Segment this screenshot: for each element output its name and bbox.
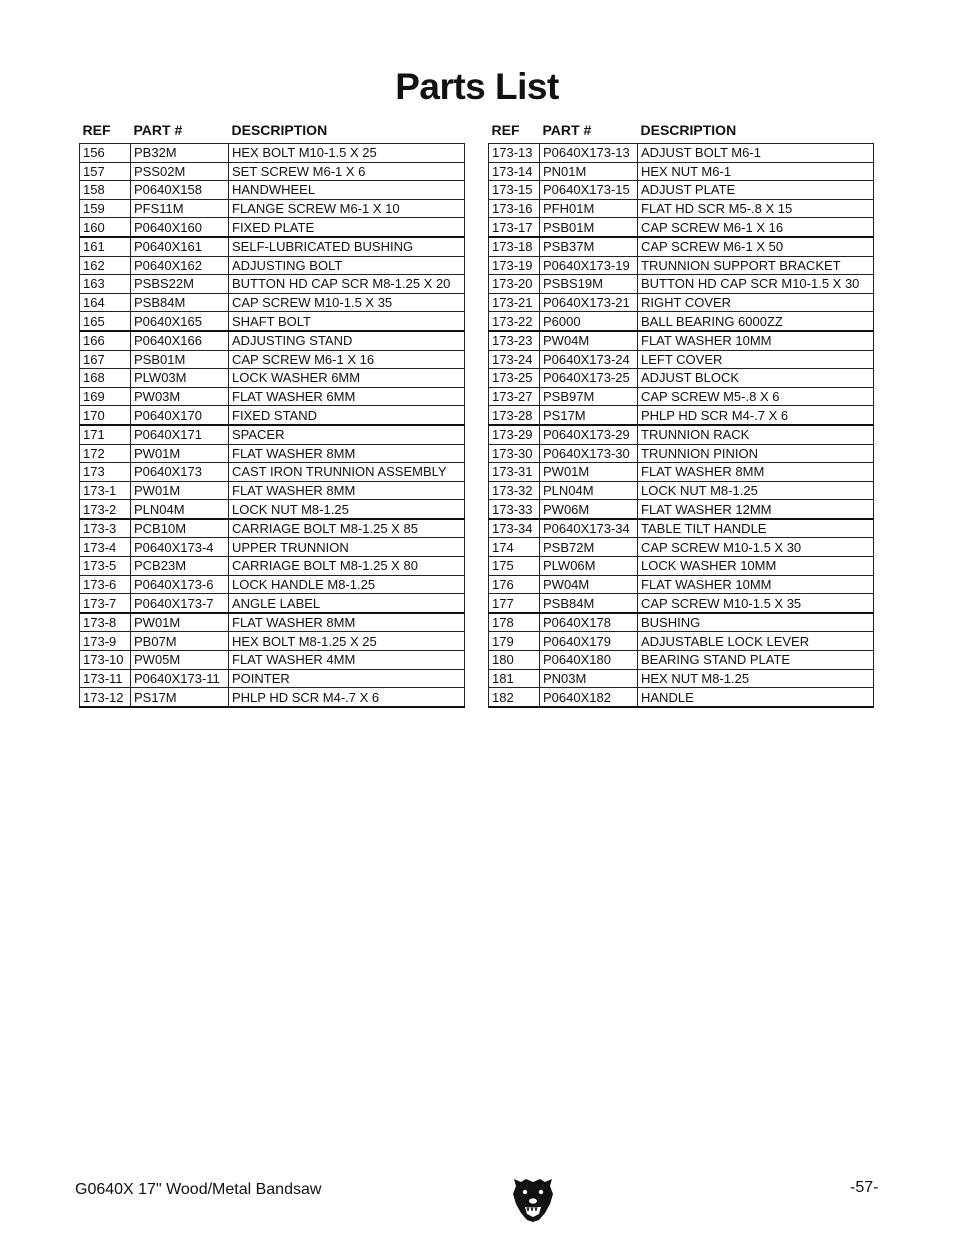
table-row	[80, 651, 465, 670]
table-row	[489, 425, 874, 444]
cell-part-number: PB07M	[131, 632, 229, 651]
cell-description: FLAT WASHER 8MM	[229, 481, 465, 500]
cell-part-number: P6000	[540, 312, 638, 331]
cell-part-number: PSB01M	[131, 350, 229, 369]
cell-ref: 173-1	[80, 481, 131, 500]
cell-part-number: P0640X166	[131, 331, 229, 350]
cell-description: ANGLE LABEL	[229, 594, 465, 613]
cell-ref: 173-33	[489, 500, 540, 519]
cell-ref: 179	[489, 632, 540, 651]
cell-part-number: PW03M	[131, 387, 229, 406]
cell-ref: 181	[489, 669, 540, 688]
cell-ref: 173-9	[80, 632, 131, 651]
cell-description: LOCK NUT M8-1.25	[638, 481, 874, 500]
table-row	[489, 519, 874, 538]
cell-description: CAP SCREW M5-.8 X 6	[638, 387, 874, 406]
cell-ref: 162	[80, 256, 131, 275]
cell-ref: 173-2	[80, 500, 131, 519]
cell-ref: 159	[80, 199, 131, 218]
table-row	[80, 688, 465, 707]
table-row	[80, 463, 465, 482]
cell-ref: 180	[489, 651, 540, 670]
cell-part-number: PN01M	[540, 162, 638, 181]
table-row	[489, 463, 874, 482]
table-row	[80, 406, 465, 425]
column-header-part: PART #	[542, 122, 592, 138]
cell-description: SET SCREW M6-1 X 6	[229, 162, 465, 181]
cell-ref: 173-29	[489, 425, 540, 444]
cell-description: ADJUST BLOCK	[638, 369, 874, 388]
cell-part-number: P0640X173-34	[540, 519, 638, 538]
cell-ref: 156	[80, 144, 131, 163]
cell-part-number: PSB72M	[540, 538, 638, 557]
cell-description: SPACER	[229, 425, 465, 444]
cell-part-number: PCB23M	[131, 557, 229, 576]
table-row	[489, 575, 874, 594]
cell-description: FIXED PLATE	[229, 218, 465, 237]
cell-ref: 173-5	[80, 557, 131, 576]
cell-part-number: PLW06M	[540, 557, 638, 576]
cell-ref: 173-19	[489, 256, 540, 275]
cell-part-number: PSB84M	[540, 594, 638, 613]
cell-ref: 173-6	[80, 575, 131, 594]
cell-ref: 176	[489, 575, 540, 594]
cell-ref: 173-25	[489, 369, 540, 388]
cell-ref: 182	[489, 688, 540, 707]
cell-description: BUTTON HD CAP SCR M10-1.5 X 30	[638, 275, 874, 294]
cell-description: BUTTON HD CAP SCR M8-1.25 X 20	[229, 275, 465, 294]
cell-ref: 173-3	[80, 519, 131, 538]
table-header-row	[80, 122, 465, 144]
cell-part-number: PN03M	[540, 669, 638, 688]
cell-description: LOCK WASHER 10MM	[638, 557, 874, 576]
page-number: -57-	[850, 1179, 879, 1196]
cell-description: TRUNNION SUPPORT BRACKET	[638, 256, 874, 275]
cell-description: TRUNNION RACK	[638, 425, 874, 444]
cell-ref: 170	[80, 406, 131, 425]
cell-description: ADJUSTING BOLT	[229, 256, 465, 275]
cell-part-number: P0640X173-6	[131, 575, 229, 594]
table-row	[489, 369, 874, 388]
cell-ref: 173-21	[489, 293, 540, 312]
cell-ref: 173-30	[489, 444, 540, 463]
cell-ref: 174	[489, 538, 540, 557]
cell-description: BUSHING	[638, 613, 874, 632]
cell-description: CARRIAGE BOLT M8-1.25 X 80	[229, 557, 465, 576]
table-row	[80, 369, 465, 388]
cell-description: ADJUSTABLE LOCK LEVER	[638, 632, 874, 651]
table-row	[80, 594, 465, 613]
table-row	[80, 350, 465, 369]
cell-ref: 164	[80, 293, 131, 312]
cell-description: FLAT WASHER 8MM	[638, 463, 874, 482]
table-row	[489, 293, 874, 312]
cell-part-number: PW01M	[131, 481, 229, 500]
cell-description: TRUNNION PINION	[638, 444, 874, 463]
cell-description: UPPER TRUNNION	[229, 538, 465, 557]
cell-ref: 169	[80, 387, 131, 406]
column-header-part: PART #	[133, 122, 183, 138]
cell-ref: 173-22	[489, 312, 540, 331]
cell-description: PHLP HD SCR M4-.7 X 6	[638, 406, 874, 425]
cell-description: FLAT WASHER 10MM	[638, 575, 874, 594]
cell-description: FLAT WASHER 12MM	[638, 500, 874, 519]
cell-part-number: P0640X173-25	[540, 369, 638, 388]
cell-ref: 173-15	[489, 181, 540, 200]
cell-part-number: P0640X180	[540, 651, 638, 670]
table-row	[80, 575, 465, 594]
table-row	[80, 162, 465, 181]
cell-description: HEX NUT M8-1.25	[638, 669, 874, 688]
cell-part-number: P0640X173-24	[540, 350, 638, 369]
table-row	[80, 538, 465, 557]
table-row	[489, 406, 874, 425]
table-row	[80, 613, 465, 632]
cell-description: TABLE TILT HANDLE	[638, 519, 874, 538]
cell-ref: 173-11	[80, 669, 131, 688]
cell-ref: 173-16	[489, 199, 540, 218]
cell-ref: 163	[80, 275, 131, 294]
cell-ref: 178	[489, 613, 540, 632]
cell-description: ADJUST BOLT M6-1	[638, 144, 874, 163]
cell-part-number: P0640X170	[131, 406, 229, 425]
cell-ref: 171	[80, 425, 131, 444]
cell-description: ADJUSTING STAND	[229, 331, 465, 350]
cell-ref: 158	[80, 181, 131, 200]
cell-part-number: P0640X173-4	[131, 538, 229, 557]
cell-description: CAST IRON TRUNNION ASSEMBLY	[229, 463, 465, 482]
cell-description: CAP SCREW M6-1 X 16	[638, 218, 874, 237]
table-row	[80, 669, 465, 688]
cell-part-number: PW06M	[540, 500, 638, 519]
cell-description: FLAT WASHER 8MM	[229, 613, 465, 632]
cell-ref: 160	[80, 218, 131, 237]
cell-part-number: PSBS19M	[540, 275, 638, 294]
cell-description: SHAFT BOLT	[229, 312, 465, 331]
cell-part-number: PLN04M	[131, 500, 229, 519]
column-header-description: DESCRIPTION	[231, 122, 328, 138]
cell-ref: 173-8	[80, 613, 131, 632]
cell-part-number: PSBS22M	[131, 275, 229, 294]
table-row	[80, 519, 465, 538]
table-row	[489, 669, 874, 688]
cell-ref: 173-13	[489, 144, 540, 163]
cell-description: HEX BOLT M8-1.25 X 25	[229, 632, 465, 651]
cell-part-number: PLN04M	[540, 481, 638, 500]
cell-ref: 167	[80, 350, 131, 369]
cell-part-number: PSB84M	[131, 293, 229, 312]
table-row	[80, 331, 465, 350]
cell-part-number: PCB10M	[131, 519, 229, 538]
table-row	[489, 144, 874, 163]
cell-description: BALL BEARING 6000ZZ	[638, 312, 874, 331]
table-row	[489, 594, 874, 613]
cell-ref: 173-24	[489, 350, 540, 369]
cell-part-number: PW01M	[540, 463, 638, 482]
cell-part-number: P0640X162	[131, 256, 229, 275]
cell-ref: 173-31	[489, 463, 540, 482]
grizzly-bear-logo-icon	[512, 1176, 554, 1222]
table-row	[489, 688, 874, 707]
table-row	[489, 237, 874, 256]
cell-part-number: PLW03M	[131, 369, 229, 388]
table-row	[489, 538, 874, 557]
cell-ref: 173-28	[489, 406, 540, 425]
cell-description: PHLP HD SCR M4-.7 X 6	[229, 688, 465, 707]
cell-ref: 173-14	[489, 162, 540, 181]
table-row	[489, 162, 874, 181]
cell-part-number: PS17M	[131, 688, 229, 707]
cell-description: FLAT WASHER 6MM	[229, 387, 465, 406]
cell-ref: 173-23	[489, 331, 540, 350]
cell-part-number: PSS02M	[131, 162, 229, 181]
cell-ref: 173-18	[489, 237, 540, 256]
table-row	[489, 613, 874, 632]
table-row	[489, 444, 874, 463]
table-row	[489, 256, 874, 275]
table-row	[489, 387, 874, 406]
table-row	[80, 425, 465, 444]
cell-ref: 173-7	[80, 594, 131, 613]
table-row	[489, 275, 874, 294]
cell-part-number: PB32M	[131, 144, 229, 163]
cell-description: CAP SCREW M6-1 X 50	[638, 237, 874, 256]
parts-table-right	[488, 122, 874, 708]
cell-description: HEX NUT M6-1	[638, 162, 874, 181]
footer-model-name: G0640X 17" Wood/Metal Bandsaw	[75, 1181, 322, 1198]
cell-description: POINTER	[229, 669, 465, 688]
cell-ref: 173-27	[489, 387, 540, 406]
cell-part-number: PW01M	[131, 613, 229, 632]
cell-ref: 173-34	[489, 519, 540, 538]
cell-ref: 173-20	[489, 275, 540, 294]
cell-part-number: PW01M	[131, 444, 229, 463]
table-row	[80, 181, 465, 200]
page-title: Parts List	[395, 66, 559, 107]
table-row	[489, 181, 874, 200]
cell-description: FIXED STAND	[229, 406, 465, 425]
cell-part-number: P0640X173-19	[540, 256, 638, 275]
cell-ref: 161	[80, 237, 131, 256]
parts-table-left	[79, 122, 465, 708]
table-row	[80, 500, 465, 519]
table-row	[489, 350, 874, 369]
table-row	[80, 144, 465, 163]
cell-part-number: P0640X173-11	[131, 669, 229, 688]
cell-ref: 173-32	[489, 481, 540, 500]
cell-part-number: PW04M	[540, 331, 638, 350]
cell-description: HANDWHEEL	[229, 181, 465, 200]
table-row	[80, 632, 465, 651]
cell-ref: 165	[80, 312, 131, 331]
cell-ref: 157	[80, 162, 131, 181]
cell-description: FLAT WASHER 10MM	[638, 331, 874, 350]
cell-ref: 175	[489, 557, 540, 576]
column-header-ref: REF	[82, 122, 111, 138]
cell-part-number: P0640X173-21	[540, 293, 638, 312]
cell-description: CAP SCREW M10-1.5 X 35	[638, 594, 874, 613]
table-row	[80, 256, 465, 275]
table-header-row	[489, 122, 874, 144]
cell-description: BEARING STAND PLATE	[638, 651, 874, 670]
cell-part-number: PW04M	[540, 575, 638, 594]
cell-part-number: PSB01M	[540, 218, 638, 237]
cell-part-number: P0640X173-29	[540, 425, 638, 444]
cell-part-number: P0640X173-30	[540, 444, 638, 463]
cell-description: LOCK HANDLE M8-1.25	[229, 575, 465, 594]
cell-ref: 173	[80, 463, 131, 482]
cell-part-number: P0640X179	[540, 632, 638, 651]
cell-description: FLANGE SCREW M6-1 X 10	[229, 199, 465, 218]
column-header-description: DESCRIPTION	[640, 122, 737, 138]
cell-part-number: PSB97M	[540, 387, 638, 406]
table-row	[80, 387, 465, 406]
cell-description: LOCK WASHER 6MM	[229, 369, 465, 388]
cell-description: CAP SCREW M10-1.5 X 35	[229, 293, 465, 312]
cell-ref: 166	[80, 331, 131, 350]
cell-description: CAP SCREW M6-1 X 16	[229, 350, 465, 369]
table-row	[80, 199, 465, 218]
cell-description: HEX BOLT M10-1.5 X 25	[229, 144, 465, 163]
table-row	[80, 218, 465, 237]
table-row	[80, 444, 465, 463]
cell-description: ADJUST PLATE	[638, 181, 874, 200]
table-row	[80, 557, 465, 576]
column-header-ref: REF	[491, 122, 520, 138]
table-row	[489, 199, 874, 218]
cell-part-number: PFH01M	[540, 199, 638, 218]
cell-ref: 173-10	[80, 651, 131, 670]
cell-ref: 168	[80, 369, 131, 388]
cell-ref: 173-4	[80, 538, 131, 557]
cell-part-number: PS17M	[540, 406, 638, 425]
cell-description: FLAT WASHER 4MM	[229, 651, 465, 670]
cell-part-number: P0640X173-15	[540, 181, 638, 200]
table-row	[80, 481, 465, 500]
table-row	[489, 632, 874, 651]
cell-description: FLAT WASHER 8MM	[229, 444, 465, 463]
table-row	[489, 651, 874, 670]
cell-part-number: PW05M	[131, 651, 229, 670]
cell-part-number: PFS11M	[131, 199, 229, 218]
cell-ref: 177	[489, 594, 540, 613]
table-row	[489, 481, 874, 500]
cell-part-number: P0640X173-13	[540, 144, 638, 163]
cell-part-number: PSB37M	[540, 237, 638, 256]
cell-part-number: P0640X182	[540, 688, 638, 707]
cell-description: RIGHT COVER	[638, 293, 874, 312]
cell-part-number: P0640X165	[131, 312, 229, 331]
table-row	[489, 218, 874, 237]
table-row	[80, 237, 465, 256]
table-row	[489, 557, 874, 576]
cell-description: HANDLE	[638, 688, 874, 707]
table-row	[489, 500, 874, 519]
cell-ref: 172	[80, 444, 131, 463]
table-row	[80, 275, 465, 294]
cell-description: FLAT HD SCR M5-.8 X 15	[638, 199, 874, 218]
cell-description: LEFT COVER	[638, 350, 874, 369]
cell-part-number: P0640X173-7	[131, 594, 229, 613]
table-row	[80, 312, 465, 331]
cell-part-number: P0640X160	[131, 218, 229, 237]
cell-ref: 173-12	[80, 688, 131, 707]
cell-description: LOCK NUT M8-1.25	[229, 500, 465, 519]
cell-part-number: P0640X158	[131, 181, 229, 200]
cell-description: CARRIAGE BOLT M8-1.25 X 85	[229, 519, 465, 538]
cell-part-number: P0640X178	[540, 613, 638, 632]
cell-description: CAP SCREW M10-1.5 X 30	[638, 538, 874, 557]
cell-part-number: P0640X171	[131, 425, 229, 444]
table-row	[489, 312, 874, 331]
cell-description: SELF-LUBRICATED BUSHING	[229, 237, 465, 256]
cell-ref: 173-17	[489, 218, 540, 237]
cell-part-number: P0640X161	[131, 237, 229, 256]
table-row	[80, 293, 465, 312]
cell-part-number: P0640X173	[131, 463, 229, 482]
table-row	[489, 331, 874, 350]
